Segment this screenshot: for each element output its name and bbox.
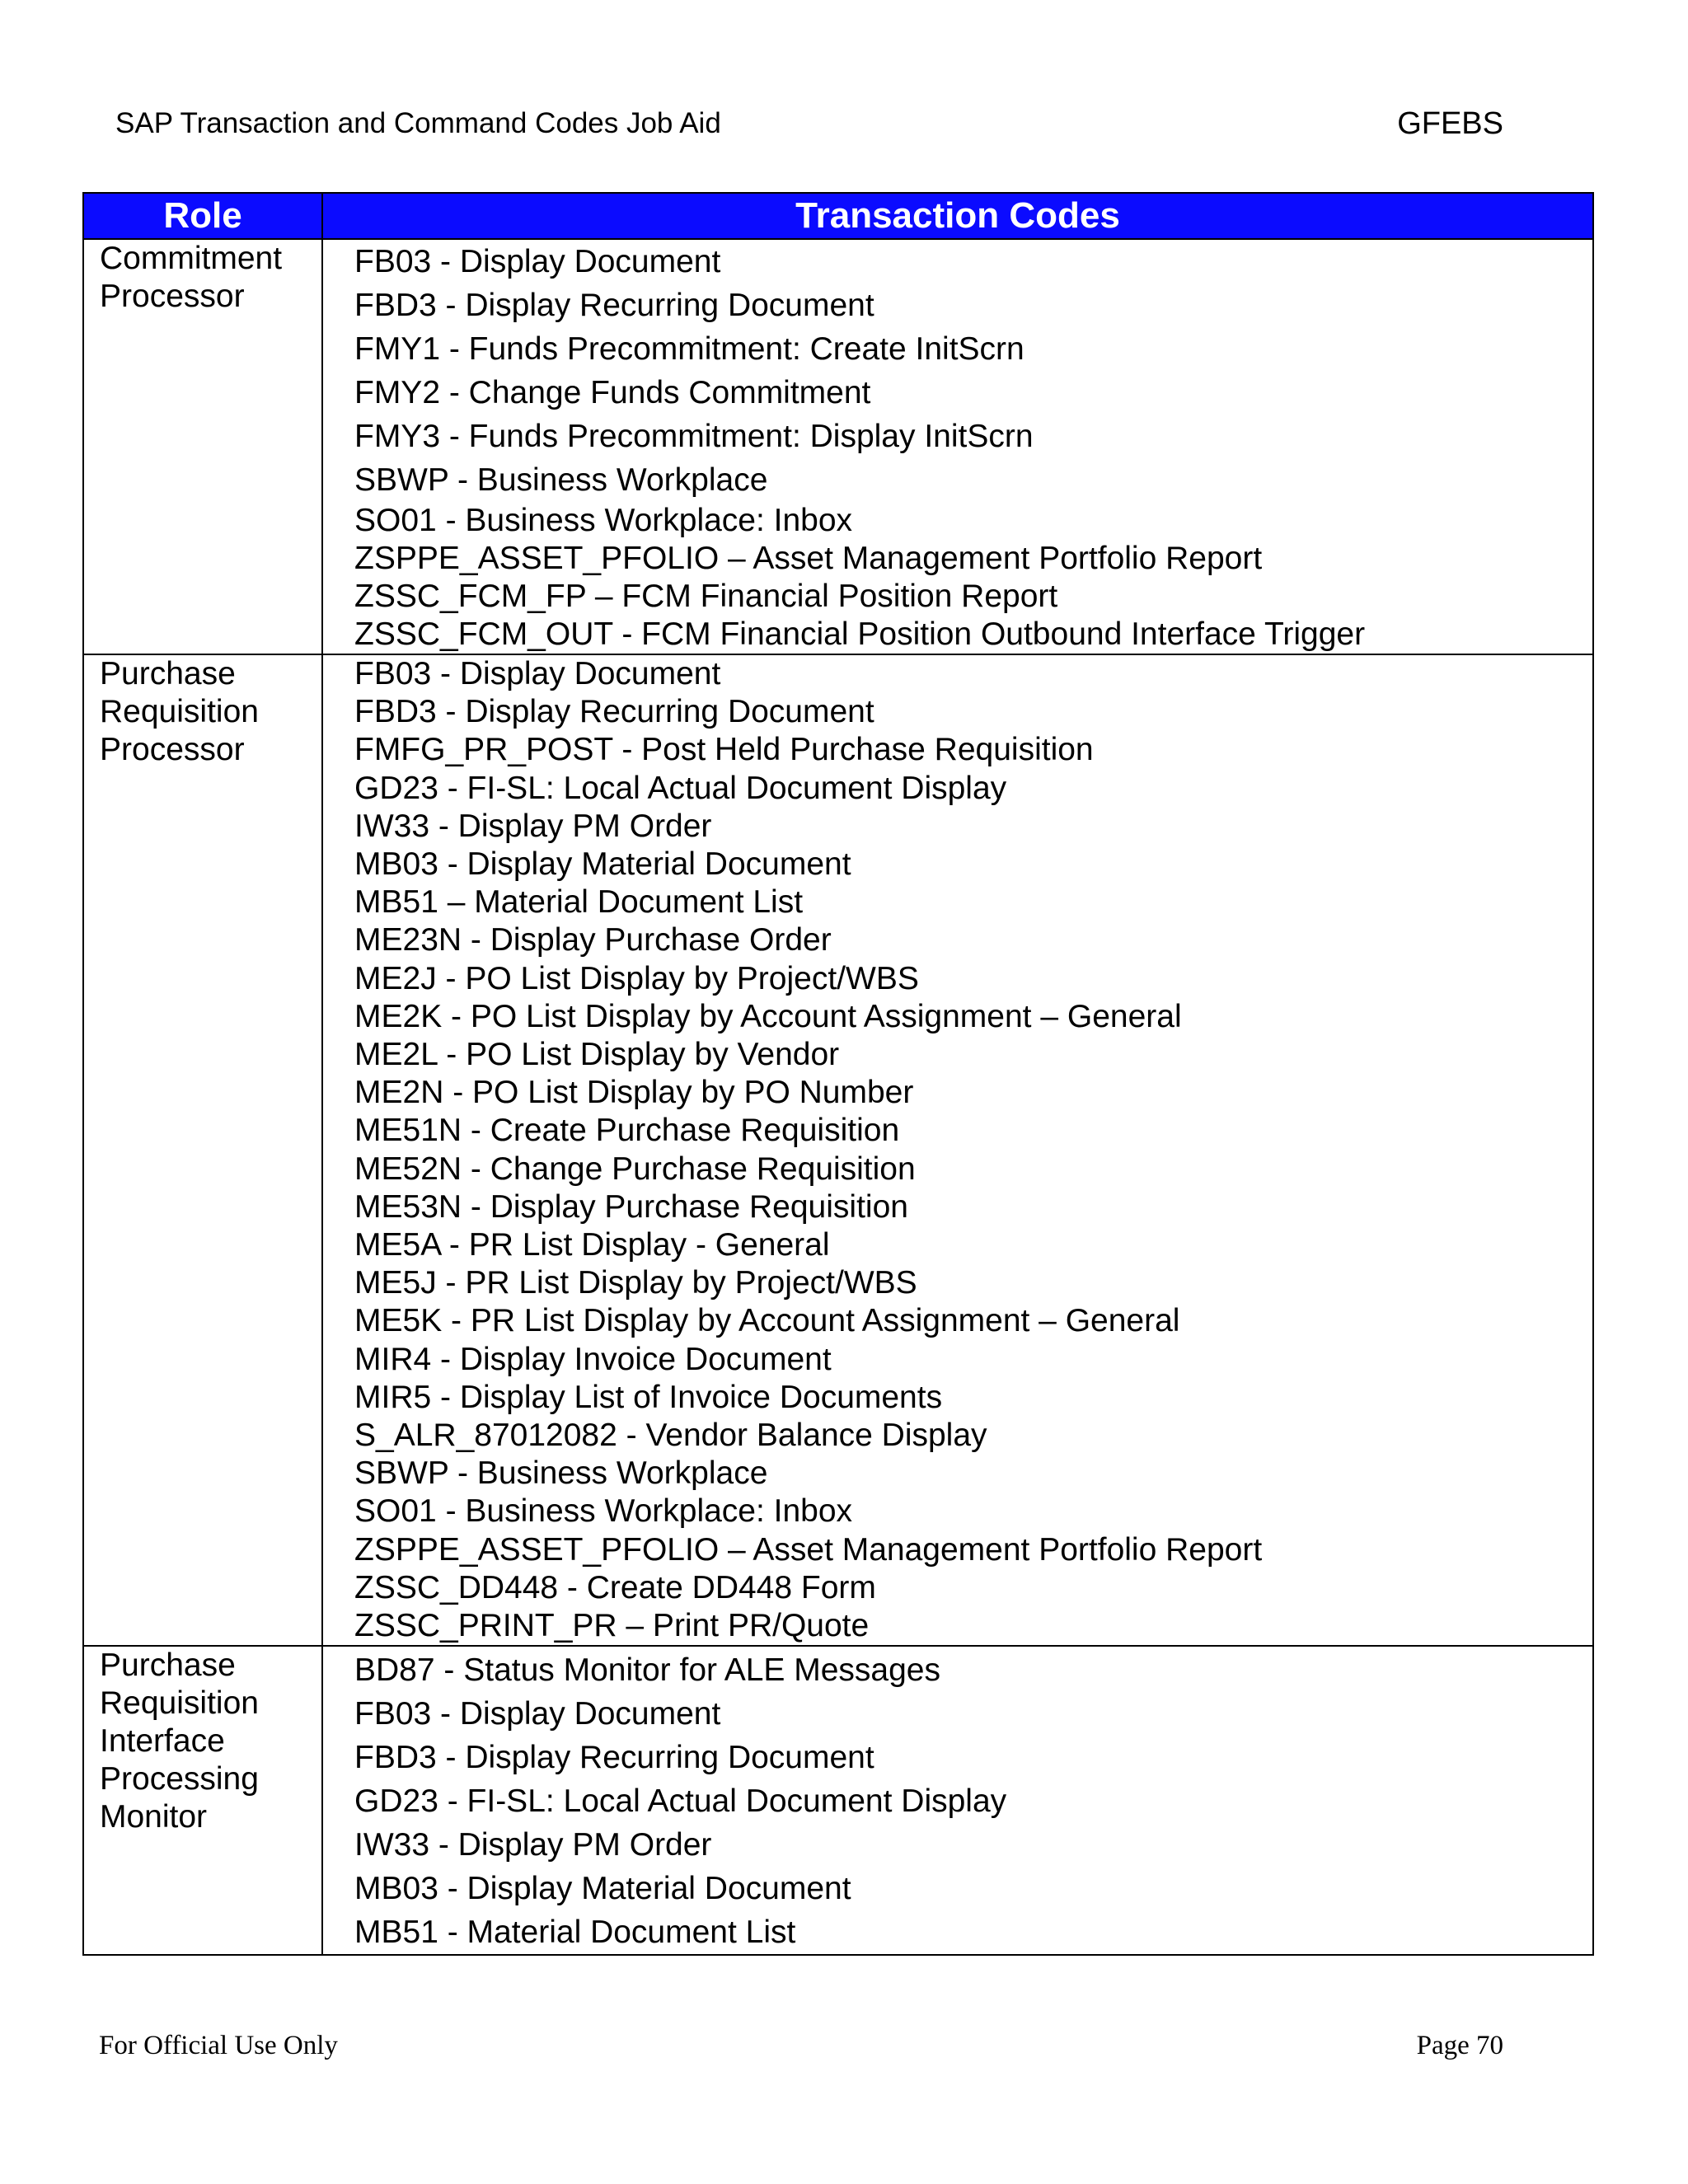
transaction-code-item: IW33 - Display PM Order (354, 808, 712, 844)
transaction-code-item: ME5J - PR List Display by Project/WBS (354, 1265, 917, 1301)
transaction-code-item: MB03 - Display Material Document (354, 846, 851, 883)
transaction-code-item: ZSSC_DD448 - Create DD448 Form (354, 1569, 876, 1605)
page-number: Page 70 (1416, 2031, 1503, 2060)
transaction-code-item: ZSPPE_ASSET_PFOLIO – Asset Management Portfolio Report (354, 541, 1263, 576)
transaction-code-item: FMY3 - Funds Precommitment: Display InitScrn (354, 419, 1034, 454)
transaction-code-item: ME52N - Change Purchase Requisition (354, 1151, 916, 1187)
footer-classification: For Official Use Only (99, 2031, 338, 2060)
transaction-code-item: FMFG_PR_POST - Post Held Purchase Requisition (354, 732, 1094, 768)
transaction-code-item: ME2K - PO List Display by Account Assignment – General (354, 998, 1182, 1034)
transaction-code-item: ZSSC_PRINT_PR – Print PR/Quote (354, 1608, 870, 1644)
transaction-code-item: ME2J - PO List Display by Project/WBS (354, 960, 919, 996)
table-header-row (83, 193, 1593, 239)
transaction-code-item: FMY1 - Funds Precommitment: Create InitScrn (354, 331, 1025, 367)
transaction-codes-cell (322, 1646, 1593, 1955)
transaction-code-item: ME23N - Display Purchase Order (354, 922, 832, 958)
column-header-transaction-codes: Transaction Codes (322, 193, 1593, 239)
transaction-code-item: ZSSC_FCM_OUT - FCM Financial Position Outbound Interface Trigger (354, 616, 1366, 652)
document-title: SAP Transaction and Command Codes Job Aid (115, 107, 721, 139)
transaction-code-item: IW33 - Display PM Order (354, 1827, 712, 1863)
column-header-role: Role (83, 193, 322, 239)
transaction-code-item: FB03 - Display Document (354, 656, 721, 691)
transaction-code-item: ZSPPE_ASSET_PFOLIO – Asset Management Portfolio Report (354, 1531, 1263, 1568)
transaction-code-item: ME5A - PR List Display - General (354, 1227, 830, 1263)
transaction-code-item: SBWP - Business Workplace (354, 462, 768, 498)
transaction-code-item: FB03 - Display Document (354, 1696, 721, 1732)
table-row (83, 239, 1593, 654)
transaction-code-item: FB03 - Display Document (354, 244, 721, 279)
table-row (83, 1646, 1593, 1955)
role-cell: Purchase Requisition Processor (83, 654, 322, 1646)
table-row (83, 654, 1593, 1646)
transaction-code-item: ME2N - PO List Display by PO Number (354, 1075, 914, 1111)
transaction-code-item: MB51 – Material Document List (354, 884, 804, 921)
transaction-code-item: FBD3 - Display Recurring Document (354, 694, 874, 730)
transaction-code-item: GD23 - FI-SL: Local Actual Document Display (354, 1783, 1007, 1820)
transaction-code-item: MB03 - Display Material Document (354, 1871, 851, 1907)
organization-label: GFEBS (1397, 106, 1503, 141)
transaction-code-item: SO01 - Business Workplace: Inbox (354, 1493, 853, 1530)
transaction-code-item: FBD3 - Display Recurring Document (354, 288, 874, 323)
transaction-code-item: SO01 - Business Workplace: Inbox (354, 503, 853, 538)
transaction-code-item: MIR4 - Display Invoice Document (354, 1341, 832, 1377)
transaction-code-item: FMY2 - Change Funds Commitment (354, 375, 871, 410)
transaction-code-item: SBWP - Business Workplace (354, 1455, 768, 1492)
transaction-code-item: ME53N - Display Purchase Requisition (354, 1188, 908, 1225)
role-cell: Purchase Requisition Interface Processing Monitor (83, 1646, 322, 1955)
transaction-codes-cell (322, 654, 1593, 1646)
transaction-code-item: GD23 - FI-SL: Local Actual Document Display (354, 770, 1007, 806)
transaction-code-item: S_ALR_87012082 - Vendor Balance Display (354, 1418, 987, 1454)
transaction-code-item: FBD3 - Display Recurring Document (354, 1740, 874, 1776)
transaction-code-item: MIR5 - Display List of Invoice Documents (354, 1379, 943, 1415)
transaction-code-item: ME5K - PR List Display by Account Assignment – General (354, 1303, 1180, 1339)
transaction-code-item: BD87 - Status Monitor for ALE Messages (354, 1652, 940, 1689)
transaction-codes-cell (322, 239, 1593, 654)
transaction-code-item: ME2L - PO List Display by Vendor (354, 1037, 840, 1073)
transaction-code-item: ZSSC_FCM_FP – FCM Financial Position Report (354, 579, 1058, 614)
transaction-code-item: MB51 - Material Document List (354, 1915, 796, 1951)
transaction-codes-table (82, 192, 1594, 1956)
role-cell: Commitment Processor (83, 239, 322, 654)
transaction-code-item: ME51N - Create Purchase Requisition (354, 1113, 900, 1149)
